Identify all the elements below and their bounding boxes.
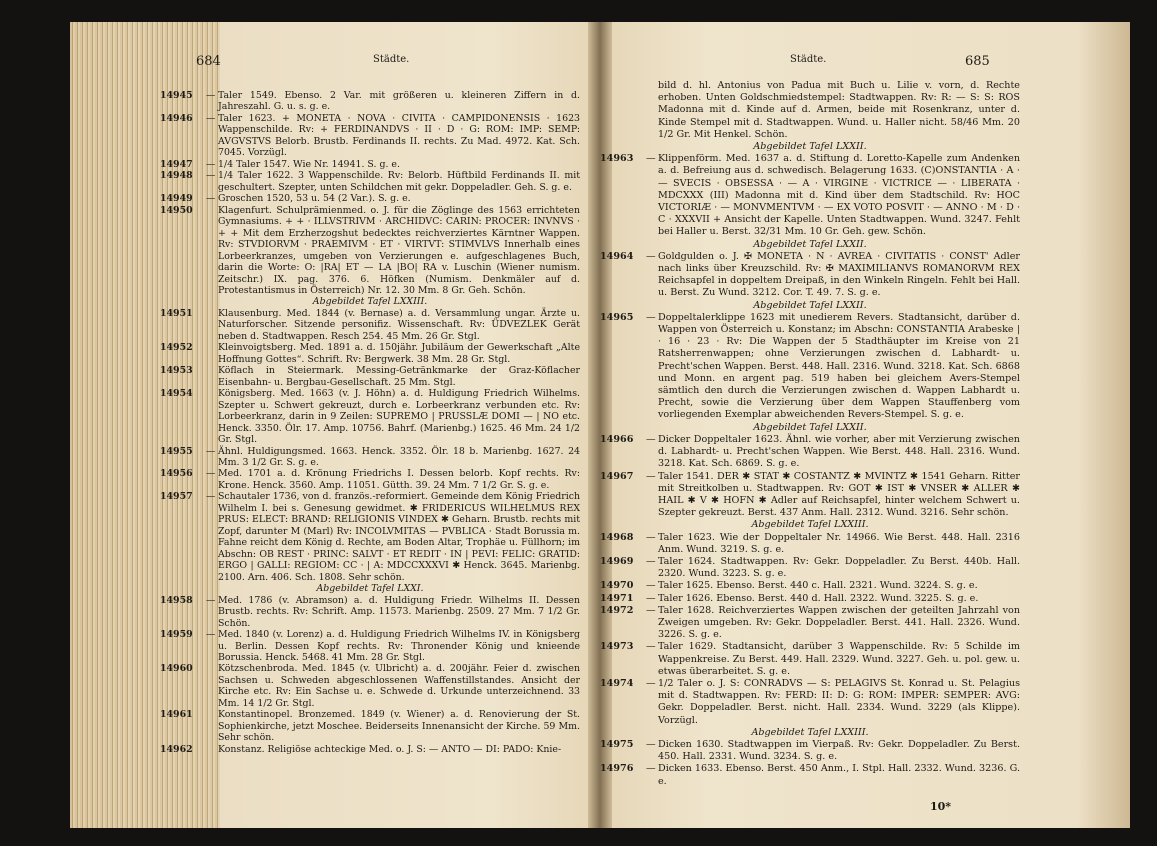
entry-dash: — [646,311,656,323]
catalog-entry [600,605,1020,642]
entry-number: 14968 [600,531,634,543]
entry-number: 14946 [160,112,193,124]
entry-text: Klausenburg. Med. 1844 (v. Bernase) a. d. Versammlung ungar. Ärzte u. Naturforscher. Sitzende personifiz. Wissenschaft. Rv: ÜDVEZLEK Gerät neben d. Stadtwappen. Resch 254. 45 Mm. 26 Gr. Stgl. [218,307,580,342]
entry-text: Med. 1840 (v. Lorenz) a. d. Huldigung Friedrich Wilhelms IV. in Königsberg u. Berlin. Dessen Kopf rechts. Rv: Thronender König und knieende Borussia. Henck. 5468. 41 Mm. 28 Gr. Stgl. [218,629,580,663]
entry-text: Klagenfurt. Schulprämienmed. o. J. für die Zöglinge des 1563 errichteten Gymnasiums. + + · ILLVSTRIVM · ARCHIDVC: CARIN: PROCER: INVNVS · + + Mit dem Erzherzogshut bedecktes reichverziertes Kärntner Wappen. Rv: STVDIORVM · PRAEMIVM · ET · VIRTVT: STIMVLVS Innerhalb eines Lorbeerkranzes, umgeben von Verzierungen e. aufgeschlagenes Buch, darin die Worte: O: |RA| ET — LA |BO| RA v. Luschin (Wiener numism. Zeitschr.) IX. pag. 376. 6. Höfken (Numism. Denkmäler auf d. Protestantismus in Österreich) Nr. 12. 30 Mm. 8 Gr. Geh. Schön. [218,204,580,296]
entry-dash: — [646,470,656,482]
catalog-entry [600,251,1020,300]
entry-text: Klippenförm. Med. 1637 a. d. Stiftung d. Loretto-Kapelle zum Andenken a. d. Befreiung aus d. schwedisch. Belagerung 1633. (C)ONSTANTIA · A · — SVECIS · OBSESSA · — A · VIRGINE · VICTRICE — · LIBERATA · MDCXXX (III) Madonna mit d. Kind über dem Stadtschild. Rv: HOC VICTORIÆ · — MONVMENTVM · — EX VOTO POSVIT · — ANNO · M · D · C · XXXVII + Ansicht der Kapelle. Unten Stadtwappen. Wund. 3247. Fehlt bei Haller u. Berst. 32/31 Mm. 10 Gr. Geh. gew. Schön. [658,153,1020,238]
entry-dash: — [646,250,656,262]
catalog-entry [600,80,1020,141]
entry-number: 14952 [160,342,193,354]
entry-number: 14961 [160,709,193,721]
plate-reference: Abgebildet Tafel LXXI. [316,583,424,595]
catalog-entry [160,90,580,113]
entry-number: 14967 [600,470,634,482]
entry-number: 14965 [600,311,634,323]
entry-number: 14951 [160,307,193,319]
entry-text: Taler 1626. Ebenso. Berst. 440 d. Hall. 2322. Wund. 3225. S. g. e. [658,592,979,604]
entry-number: 14969 [600,555,634,567]
catalog-entry [160,629,580,663]
catalog-entry [160,365,580,388]
entry-number [600,80,646,141]
catalog-entry [160,159,580,170]
entry-text: 1/4 Taler 1622. 3 Wappenschilde. Rv: Belorb. Hüftbild Ferdinands II. mit geschultert. Szepter, unten Schildchen mit gekr. Doppeladler. Geh. S. g. e. [218,170,580,193]
entry-text: Med. 1701 a. d. Krönung Friedrichs I. Dessen belorb. Kopf rechts. Rv: Krone. Henck. 3560. Amp. 11051. Gütth. 39. 24 Mm. 7 1/2 Gr. S. g. e. [218,468,580,491]
plate-reference: Abgebildet Tafel LXXII. [753,299,867,311]
right-page-number: 685 [965,54,990,69]
entry-number: 14972 [600,604,634,616]
entry-number: 14959 [160,629,193,641]
entry-dash: — [206,170,216,182]
entry-number: 14975 [600,738,634,750]
entry-dash: — [646,555,656,567]
entry-text: Taler 1629. Stadtansicht, darüber 3 Wappenschilde. Rv: 5 Schilde im Wappenkreise. Zu Berst. 449. Hall. 2329. Wund. 3227. Geh. u. pol. gew. u. etwas überarbeitet. S. g. e. [658,641,1020,677]
entry-dash: — [646,433,656,445]
entry-text: bild d. hl. Antonius von Padua mit Buch u. Lilie v. vorn, d. Rechte erhoben. Unten Goldschmiedstempel: Stadtwappen. Rv: R: — S: S: ROS Madonna mit d. Kinde auf d. Armen, beide mit Rosenkranz, unter d. Kinde Stempel mit d. Stadtwappen. Wund. u. Haller nicht. 58/46 Mm. 20 1/2 Gr. Mit Henkel. Schön. [658,80,1020,140]
entry-text: Konstanz. Religiöse achteckige Med. o. J. S: — ANTO — DI: PADO: Knie- [218,743,562,755]
entry-text: Goldgulden o. J. ✠ MONETA · N · AVREA · CIVITATIS · CONST' Adler nach links über Kreuzschild. Rv: ✠ MAXIMILIANVS ROMANORVM REX Reichsapfel in doppeltem Dreipaß, in den Winkeln Ringeln. Fehlt bei Hall. u. Berst. Zu Wund. 3212. Cor. T. 49. 7. S. g. e. [658,250,1020,299]
entry-dash: — [206,445,216,457]
plate-reference: Abgebildet Tafel LXXII. [753,141,867,153]
entry-dash: — [646,592,656,604]
entry-text: Königsberg. Med. 1663 (v. J. Höhn) a. d. Huldigung Friedrich Wilhelms. Szepter u. Schwert gekreuzt, durch e. Lorbeerkranz verbunden etc. Rv: Lorbeerkranz, darin in 9 Zeilen: SUPREMO | PRUSSLÆ DOMI — | NO etc. Henck. 3350. Ölr. 17. Amp. 10756. Bahrf. (Marienbg.) 1625. 46 Mm. 24 1/2 Gr. Stgl. [218,388,580,446]
entry-dash: — [206,468,216,480]
entry-text: Med. 1786 (v. Abramson) a. d. Huldigung Friedr. Wilhelms II. Dessen Brustb. rechts. Rv: Schrift. Amp. 11573. Marienbg. 2509. 27 Mm. 7 1/2 Gr. Schön. [218,594,580,629]
entry-number: 14970 [600,580,634,592]
entry-dash: — [206,112,216,124]
entry-text: Konstantinopel. Bronzemed. 1849 (v. Wiener) a. d. Renovierung der St. Sophienkirche, jetzt Moschee. Beiderseits Innenansicht der Kirche. 59 Mm. Sehr schön. [218,709,580,744]
catalog-entry [160,308,580,342]
catalog-entry [600,312,1020,422]
entry-dash [206,388,218,445]
left-page [160,90,580,755]
entry-text: Dicken 1633. Ebenso. Berst. 450 Anm., I. Stpl. Hall. 2332. Wund. 3236. G. e. [658,763,1020,787]
entry-dash [206,308,218,342]
entry-text: Dicker Doppeltaler 1623. Ähnl. wie vorher, aber mit Verzierung zwischen d. Labhardt- u. Precht'schen Wappen. Wie Berst. 448. Hall. 2316. Wund. 3218. Kat. Sch. 6869. S. g. e. [658,433,1020,470]
entry-dash: — [646,153,656,165]
entry-number: 14956 [160,468,193,480]
catalog-entry [600,641,1020,678]
entry-dash [206,709,218,743]
catalog-entry [160,446,580,469]
entry-text: Taler 1624. Stadtwappen. Rv: Gekr. Doppeladler. Zu Berst. 440b. Hall. 2320. Wund. 3223. S. g. e. [658,555,1020,580]
entry-text: Taler 1549. Ebenso. 2 Var. mit größeren u. kleineren Ziffern in d. Jahreszahl. G. u. s. g. e. [218,90,580,113]
entry-text: Taler 1623. + MONETA · NOVA · CIVITA · CAMPIDONENSIS · 1623 Wappenschilde. Rv: + FERDINANDVS · II · D · G: ROM: IMP: SEMP: AVGVSTVS Belorb. Brustb. Ferdinands II. rechts. Zu Mad. 4972. Kat. Sch. 7045. Vorzügl. [218,112,580,159]
catalog-entry [600,739,1020,763]
catalog-entry [160,388,580,445]
entry-number: 14971 [600,592,634,604]
entry-dash: — [206,193,216,205]
catalog-entry [600,556,1020,580]
entry-text: Kötzschenbroda. Med. 1845 (v. Ulbricht) a. d. 200jähr. Feier d. zwischen Sachsen u. Schweden abgeschlossenen Waffenstillstandes. Ansicht der Kirche etc. Rv: Ein Sachse u. e. Schwede d. Urkunde unterzeichnend. 33 Mm. 14 1/2 Gr. Stgl. [218,663,580,709]
entry-dash: — [646,531,656,543]
entry-number: 14976 [600,763,634,775]
entry-dash: — [646,604,656,616]
entry-number: 14966 [600,433,634,445]
catalog-entry [600,532,1020,556]
catalog-entry [160,468,580,491]
catalog-entry [160,744,580,755]
catalog-entry [600,434,1020,471]
entry-number: 14954 [160,388,193,400]
entry-number: 14958 [160,594,193,606]
catalog-entry [600,580,1020,592]
entry-number: 14945 [160,90,193,101]
entry-number: 14953 [160,365,193,377]
entry-text: 1/4 Taler 1547. Wie Nr. 14941. S. g. e. [218,158,400,170]
entry-text: Ähnl. Huldigungsmed. 1663. Henck. 3352. Ölr. 18 b. Marienbg. 1627. 24 Mm. 3 1/2 Gr. S. g. e. [218,445,580,468]
entry-dash: — [206,158,216,170]
entry-text: Kleinvoigtsberg. Med. 1891 a. d. 150jähr. Jubiläum der Gewerkschaft „Alte Hoffnung Gottes“. Schrift. Rv: Bergwerk. 38 Mm. 28 Gr. Stgl. [218,342,580,365]
catalog-entry [160,170,580,193]
entry-text: Taler 1541. DER ✱ STAT ✱ COSTANTZ ✱ MVINTZ ✱ 1541 Geharn. Ritter mit Streitkolben u. Stadtwappen. Rv: GOT ✱ IST ✱ VNSER ✱ ALLER ✱ HAIL ✱ V ✱ HOFN ✱ Adler auf Reichsapfel, hinter welchem Schwert u. Szepter gekreuzt. Berst. 437 Anm. Hall. 2312. Wund. 3216. Sehr schön. [658,470,1020,519]
entry-dash: — [206,491,216,503]
entry-text: Taler 1623. Wie der Doppeltaler Nr. 14966. Wie Berst. 448. Hall. 2316 Anm. Wund. 3219. S. g. e. [658,531,1020,555]
entry-text: Schautaler 1736, von d. französ.-reformiert. Gemeinde dem König Friedrich Wilhelm I. bei s. Genesung gewidmet. ✱ FRIDERICUS WILHELMUS REX PRUS: ELECT: BRAND: RELIGIONIS VINDEX ✱ Geharn. Brustb. rechts mit Zopf, darunter M (Marl) Rv: INCOLVMITAS — PVBLICA · Stadt Borussia m. Fahne reicht dem König d. Rechte, am Boden Altar, Trophäe u. Füllhorn; im Abschn: OB REST · PRINC: SALVT · ET REDIT · IN | PEVI: FELIC: GRATID: ERGO | GALLI: REGIOM: CC · | A: MDCCXXXVI ✱ Henck. 3645. Marienbg. 2100. Arn. 406. Sch. 1808. Sehr schön. [218,491,581,583]
entry-number: 14960 [160,663,193,675]
entry-number: 14948 [160,170,193,182]
entry-number: 14963 [600,153,634,165]
entry-text: Taler 1625. Ebenso. Berst. 440 c. Hall. 2321. Wund. 3224. S. g. e. [658,580,978,592]
entry-dash: — [646,738,656,750]
entry-dash [206,663,218,709]
catalog-entry [600,763,1020,787]
right-page [600,80,1020,788]
entry-number: 14962 [160,743,193,755]
entry-number: 14950 [160,204,193,216]
plate-reference: Abgebildet Tafel LXXII. [753,421,867,433]
catalog-entry [600,678,1020,727]
signature-mark: 10* [930,800,952,813]
entry-text: Taler 1628. Reichverziertes Wappen zwischen der geteilten Jahrzahl von Zweigen umgeben. Rv: Gekr. Doppeladler. Berst. 441. Hall. 2326. Wund. 3226. S. g. e. [658,604,1020,641]
entry-dash: — [206,90,216,101]
entry-dash: — [646,580,656,592]
plate-reference: Abgebildet Tafel LXXII. [753,238,867,250]
entry-dash: — [206,629,216,641]
entry-dash [646,80,658,141]
entry-number: 14973 [600,641,634,653]
plate-reference: Abgebildet Tafel LXXIII. [751,519,869,531]
entry-dash: — [646,677,656,689]
entry-dash [206,744,218,755]
entry-text: 1/2 Taler o. J. S: CONRADVS — S: PELAGIVS St. Konrad u. St. Pelagius mit d. Stadtwappen. Rv: FERD: II: D: G: ROM: IMPER: SEMPER: AVG: Gekr. Doppeladler. Berst. nicht. Hall. 2334. Wund. 3229 (als Klippe). Vorzügl. [658,677,1020,726]
catalog-entry [160,709,580,743]
catalog-entry [160,205,580,297]
entry-number: 14974 [600,677,634,689]
entry-number: 14955 [160,445,193,457]
entry-dash: — [646,763,656,775]
entry-text: Köflach in Steiermark. Messing-Getränkmarke der Graz-Köflacher Eisenbahn- u. Bergbau-Gesellschaft. 25 Mm. Stgl. [218,365,580,388]
entry-number: 14957 [160,491,193,503]
entry-text: Doppeltalerklippe 1623 mit unedierem Revers. Stadtansicht, darüber d. Wappen von Österreich u. Konstanz; im Abschn: CONSTANTIA Arabeske |· 16 · 23 · Rv: Die Wappen der 5 Stadthäupter im Kreise von 21 Ratsherrenwappen; ohne Verzierungen zwischen d. Labhardt- u. Precht'schen Wappen. Berst. 448. Hall. 2316. Wund. 3218. Kat. Sch. 6868 und Monn. en argent pag. 519 haben bei gleichem Avers-Stempel sämtlich den durch die Verzierungen zwischen d. Wappen Labhardt u. Precht, sowie die Verzierung über dem Wappen Stauffenberg vom vorliegenden Exemplar abweichenden Revers-Stempel. S. g. e. [658,311,1020,421]
catalog-entry [160,113,580,159]
entry-number: 14949 [160,193,193,205]
plate-reference: Abgebildet Tafel LXXIII. [751,726,869,738]
plate-reference: Abgebildet Tafel LXXIII. [312,296,428,308]
catalog-entry [600,153,1020,238]
entry-number: 14947 [160,158,193,170]
catalog-entry [160,491,580,583]
catalog-entry [160,663,580,709]
entry-text: Dicken 1630. Stadtwappen im Vierpaß. Rv: Gekr. Doppeladler. Zu Berst. 450. Hall. 2331. Wund. 3234. S. g. e. [658,738,1020,763]
left-running-head: Städte. [373,54,410,65]
entry-dash: — [646,641,656,653]
catalog-entry [160,342,580,365]
right-running-head: Städte. [790,54,827,65]
entry-dash [206,342,218,365]
catalog-entry [600,593,1020,605]
entry-dash: — [206,594,216,606]
catalog-entry [160,193,580,204]
entry-dash [206,365,218,388]
left-page-number: 684 [196,54,221,69]
catalog-entry [600,471,1020,520]
entry-number: 14964 [600,250,634,262]
catalog-entry [160,595,580,629]
entry-text: Groschen 1520, 53 u. 54 (2 Var.). S. g. e. [218,193,411,205]
entry-dash [206,205,218,297]
